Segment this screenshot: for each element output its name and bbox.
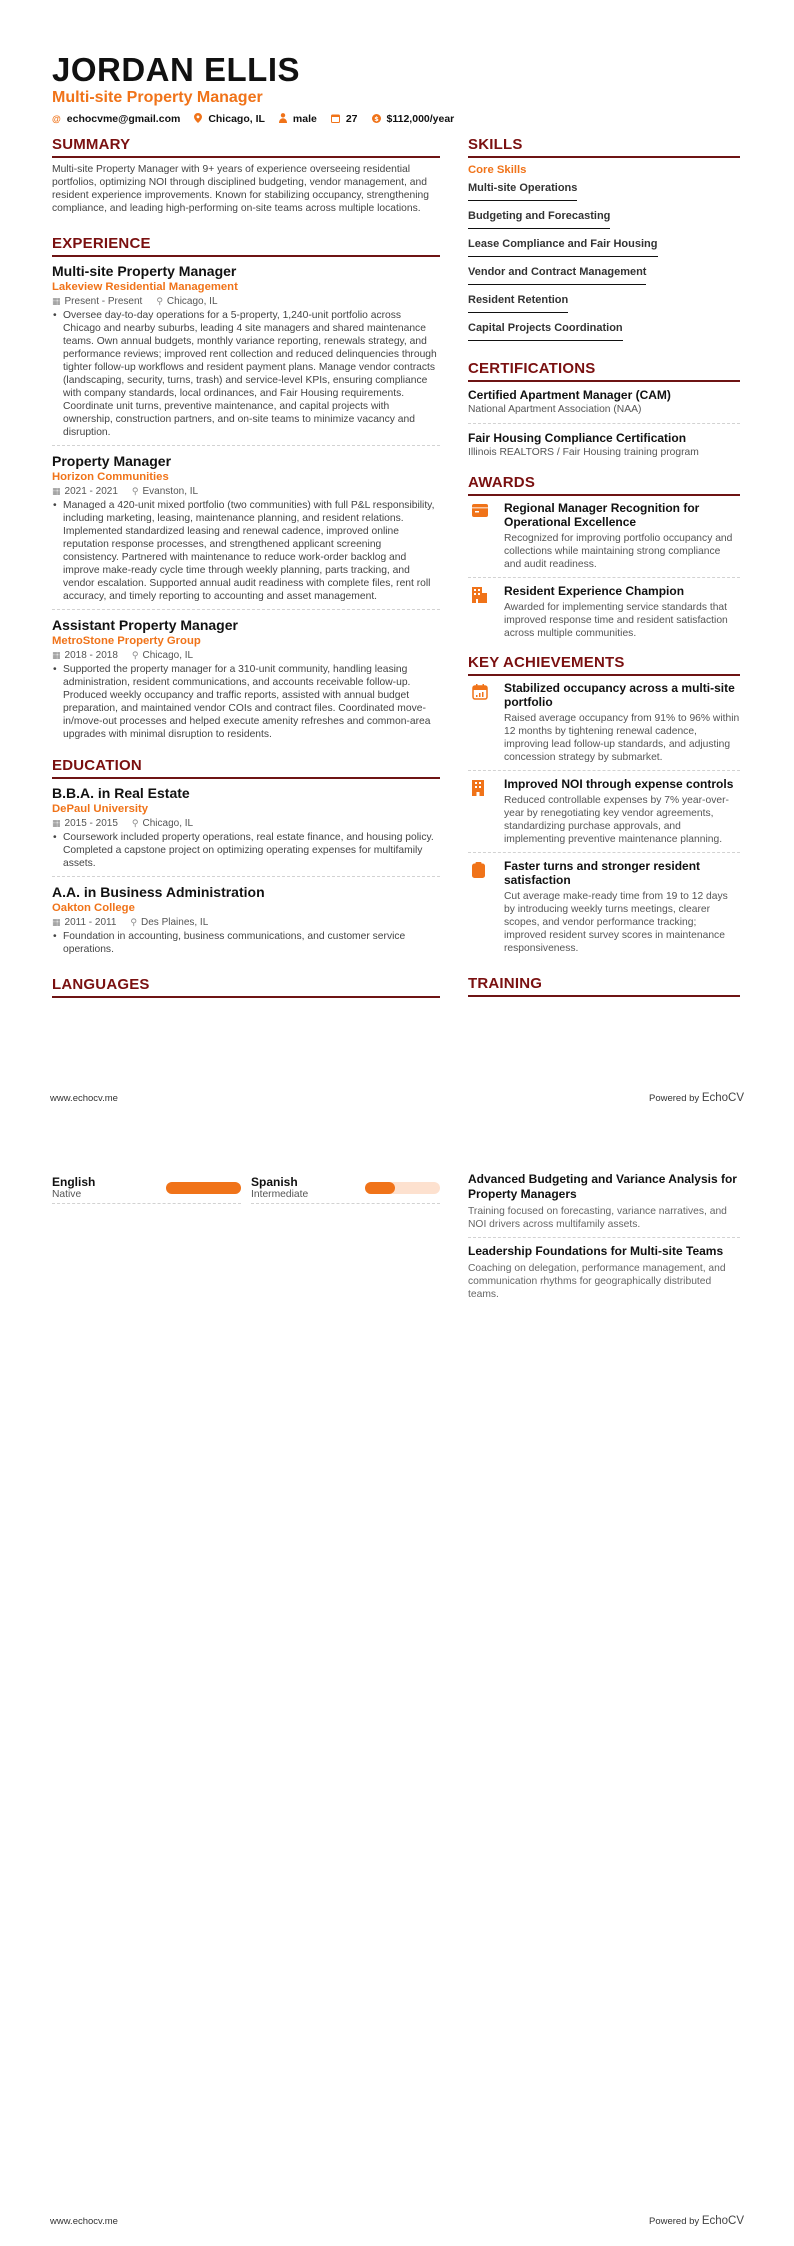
at-icon: @ bbox=[52, 114, 61, 124]
job-dates: 2018 - 2018 bbox=[64, 650, 118, 661]
page-footer bbox=[50, 1092, 744, 1104]
training-entry bbox=[468, 1244, 740, 1307]
job-title: Multi-site Property Manager bbox=[52, 263, 237, 279]
language-name: English bbox=[52, 1175, 96, 1189]
calendar-icon: ▦ bbox=[52, 486, 61, 496]
building-icon bbox=[468, 584, 504, 640]
candidate-name: JORDAN ELLIS bbox=[52, 51, 301, 88]
certifications-heading: CERTIFICATIONS bbox=[468, 360, 740, 382]
certification-title: Certified Apartment Manager (CAM) bbox=[468, 388, 671, 402]
bullet-text: Managed a 420-unit mixed portfolio (two communities) with full P&L responsibility, including marketing, leasing, maintenance planning, and resident relations. Implemented standardized leasing and renewal cadence, improved online reputation response processes, and strengthened applicant screening consistency. Partnered with maintenance to reduce work-order backlog and improve make-ready cycle time through weekly planning, parts tracking, and vendor escalation. Supported annual audit readiness with complete files, rent roll accuracy, and timely reporting to accounting and asset management. bbox=[63, 500, 435, 602]
achievements-section bbox=[468, 654, 740, 961]
brand-name: EchoCV bbox=[701, 2215, 744, 2227]
skills-heading: SKILLS bbox=[468, 136, 740, 158]
experience-section bbox=[52, 235, 440, 747]
achievement-description: Reduced controllable expenses by 7% year-over-year by renegotiating key vendor agreements, standardizing purchase approvals, and implementing preventive maintenance planning. bbox=[504, 795, 729, 845]
building-icon bbox=[468, 777, 504, 846]
language-level: Intermediate bbox=[251, 1189, 309, 1200]
degree-title: B.B.A. in Real Estate bbox=[52, 785, 190, 801]
proficiency-fill bbox=[166, 1182, 241, 1194]
footer-powered-by bbox=[649, 2215, 744, 2227]
footer-website-link[interactable]: www.echocv.me bbox=[50, 1093, 118, 1104]
page-footer bbox=[50, 2215, 744, 2227]
location-pin-icon: ⚲ bbox=[131, 650, 139, 660]
bullet-text: Supported the property manager for a 310-unit community, handling leasing administration, resident communications, and accounts receivable follow-up. Produced weekly occupancy and traffic reports, assisted with annual budget preparation, and maintained vendor COIs and contract files. Coordinated move-in/move-out processes and helped execute amenity refreshes and common-area upgrades with minimal disruption to residents. bbox=[63, 664, 431, 740]
footer-powered-by bbox=[649, 1092, 744, 1104]
language-level: Native bbox=[52, 1189, 82, 1200]
summary-heading: SUMMARY bbox=[52, 136, 440, 158]
training-heading: TRAINING bbox=[468, 975, 740, 997]
achievement-title: Faster turns and stronger resident satisfaction bbox=[504, 859, 701, 887]
training-section bbox=[468, 975, 740, 997]
language-item bbox=[52, 1175, 241, 1204]
achievement-entry bbox=[468, 859, 740, 961]
certification-entry bbox=[468, 430, 740, 466]
training-title: Leadership Foundations for Multi-site Teams bbox=[468, 1244, 724, 1258]
achievement-entry bbox=[468, 681, 740, 771]
job-meta bbox=[52, 649, 440, 662]
achievements-heading: KEY ACHIEVEMENTS bbox=[468, 654, 740, 676]
school-name: Oakton College bbox=[52, 902, 135, 914]
skill-category: Core Skills bbox=[468, 164, 527, 176]
contact-salary bbox=[372, 113, 455, 125]
education-bullet: • Coursework included property operations, real estate finance, and housing policy. Completed a capstone project on optimizing operating expenses for multifamily assets. bbox=[52, 831, 440, 870]
company-name: Lakeview Residential Management bbox=[52, 281, 238, 293]
award-entry bbox=[468, 501, 740, 578]
language-name: Spanish bbox=[251, 1175, 298, 1189]
contact-location bbox=[194, 113, 265, 125]
resume-page-2 bbox=[0, 1123, 794, 2246]
right-column bbox=[468, 136, 740, 1002]
job-bullet: • Supported the property manager for a 310-unit community, handling leasing administration, resident communications, and accounts receivable follow-up. Produced weekly occupancy and traffic reports, assisted with annual budget preparation, and maintained vendor COIs and contract files. Coordinated move-in/move-out processes and helped execute amenity refreshes and common-area upgrades with minimal disruption to residents. bbox=[52, 663, 440, 741]
education-meta bbox=[52, 916, 440, 929]
language-proficiency-bar bbox=[365, 1182, 440, 1194]
skill-item: Vendor and Contract Management bbox=[468, 265, 646, 285]
experience-entry bbox=[52, 452, 440, 610]
age-text: 27 bbox=[345, 113, 358, 125]
left-column bbox=[52, 136, 440, 1003]
calendar-icon: ▦ bbox=[52, 917, 61, 927]
bullet-text: Coursework included property operations, real estate finance, and housing policy. Completed a capstone project on optimizing operating expenses for multifamily assets. bbox=[63, 832, 434, 869]
location-text: Chicago, IL bbox=[208, 113, 265, 125]
left-column-continued bbox=[52, 1175, 440, 1204]
certification-issuer: Illinois REALTORS / Fair Housing training program bbox=[468, 447, 699, 458]
languages-section bbox=[52, 976, 440, 998]
job-meta bbox=[52, 295, 440, 308]
education-heading: EDUCATION bbox=[52, 757, 440, 779]
achievement-description: Raised average occupancy from 91% to 96% within 12 months by tightening renewal cadence, improving lead follow-up standards, and adjusting concession strategy by submarket. bbox=[504, 713, 740, 763]
achievement-description: Cut average make-ready time from 19 to 12 days by introducing weekly turns meetings, clearer scopes, and vendor performance tracking; improved resident survey scores in maintenance responsiveness. bbox=[504, 891, 728, 954]
training-title: Advanced Budgeting and Variance Analysis for Property Managers bbox=[468, 1172, 737, 1201]
proficiency-fill bbox=[365, 1182, 395, 1194]
education-entry bbox=[52, 784, 440, 877]
languages-heading: LANGUAGES bbox=[52, 976, 440, 998]
skill-item: Multi-site Operations bbox=[468, 181, 577, 201]
candidate-title: Multi-site Property Manager bbox=[52, 89, 263, 106]
awards-section bbox=[468, 474, 740, 646]
location-pin-icon: ⚲ bbox=[130, 917, 138, 927]
award-entry bbox=[468, 584, 740, 646]
awards-heading: AWARDS bbox=[468, 474, 740, 496]
location-pin-icon bbox=[194, 113, 202, 125]
language-item bbox=[251, 1175, 440, 1204]
location-pin-icon: ⚲ bbox=[131, 818, 139, 828]
skill-item: Lease Compliance and Fair Housing bbox=[468, 237, 658, 257]
gender-text: male bbox=[292, 113, 317, 125]
person-icon bbox=[279, 113, 287, 125]
degree-title: A.A. in Business Administration bbox=[52, 884, 265, 900]
experience-entry bbox=[52, 616, 440, 747]
brand-name: EchoCV bbox=[701, 1092, 744, 1104]
skill-item: Resident Retention bbox=[468, 293, 568, 313]
contact-email[interactable] bbox=[52, 113, 180, 125]
experience-entry bbox=[52, 262, 440, 446]
award-description: Recognized for improving portfolio occupancy and collections while maintaining strong compliance and audit readiness. bbox=[504, 533, 733, 570]
school-name: DePaul University bbox=[52, 803, 149, 815]
language-proficiency-bar bbox=[166, 1182, 241, 1194]
company-name: MetroStone Property Group bbox=[52, 635, 201, 647]
skills-section bbox=[468, 136, 740, 346]
education-location: Chicago, IL bbox=[142, 818, 194, 829]
dollar-circle-icon bbox=[372, 114, 381, 125]
calendar-chart-icon bbox=[468, 681, 504, 764]
job-bullet: • Managed a 420-unit mixed portfolio (two communities) with full P&L responsibility, including marketing, leasing, maintenance planning, and resident relations. Implemented standardized leasing and renewal cadence, improved online reputation response processes, and strengthened applicant screening consistency. Partnered with maintenance to reduce work-order backlog and improve make-ready cycle time through weekly planning, parts tracking, and vendor escalation. Supported annual audit readiness with complete files, rent roll accuracy, and timely reporting to accounting and asset management. bbox=[52, 499, 440, 603]
clipboard-icon bbox=[468, 859, 504, 955]
company-name: Horizon Communities bbox=[52, 471, 169, 483]
achievement-title: Improved NOI through expense controls bbox=[504, 777, 734, 791]
job-location: Evanston, IL bbox=[142, 486, 199, 497]
education-dates: 2011 - 2011 bbox=[64, 917, 117, 928]
education-dates: 2015 - 2015 bbox=[64, 818, 118, 829]
calendar-icon: ▦ bbox=[52, 296, 61, 306]
skill-item: Budgeting and Forecasting bbox=[468, 209, 610, 229]
skill-item: Capital Projects Coordination bbox=[468, 321, 623, 341]
footer-website-link[interactable]: www.echocv.me bbox=[50, 2216, 118, 2227]
bullet-text: Foundation in accounting, business communications, and customer service operations. bbox=[63, 931, 406, 955]
achievement-title: Stabilized occupancy across a multi-site portfolio bbox=[504, 681, 735, 709]
experience-heading: EXPERIENCE bbox=[52, 235, 440, 257]
calendar-icon: ▦ bbox=[52, 650, 61, 660]
education-meta bbox=[52, 817, 440, 830]
contact-gender bbox=[279, 113, 317, 125]
award-title: Regional Manager Recognition for Operational Excellence bbox=[504, 501, 700, 529]
location-pin-icon: ⚲ bbox=[131, 486, 139, 496]
achievement-entry bbox=[468, 777, 740, 853]
education-location: Des Plaines, IL bbox=[141, 917, 209, 928]
calendar-icon: ▦ bbox=[52, 818, 61, 828]
job-location: Chicago, IL bbox=[142, 650, 194, 661]
contact-age bbox=[331, 113, 358, 125]
job-dates: 2021 - 2021 bbox=[64, 486, 118, 497]
certification-issuer: National Apartment Association (NAA) bbox=[468, 404, 642, 415]
calendar-icon bbox=[331, 114, 340, 125]
location-pin-icon: ⚲ bbox=[156, 296, 163, 306]
bullet-text: Oversee day-to-day operations for a 5-property, 1,240-unit portfolio across Chicago and nearby suburbs, leading 4 site managers and shared maintenance teams. Own annual budgets, monthly variance reporting, renewals strategy, and performance reviews; improved rent collection and reduced delinquencies through tighter follow-up workflows and resident payment plans. Manage vendor contracts (landscaping, security, turns, trash) and service-level KPIs, ensuring compliance with company standards, local ordinances, and Fair Housing requirements. Coordinate unit turns, preventive maintenance, and capital projects with ownership, construction partners, and on-site teams to minimize vacancy and disruption. bbox=[63, 310, 437, 438]
job-meta bbox=[52, 485, 440, 498]
contact-row bbox=[52, 113, 742, 125]
award-description: Awarded for implementing service standards that improved response time and resident satisfaction across multiple communities. bbox=[504, 602, 728, 639]
summary-text: Multi-site Property Manager with 9+ years of experience overseeing residential portfolios, optimizing NOI through disciplined budgeting, vendor management, and resident experience improvements. Known for stabilizing occupancy, strengthening compliance, and leading high-performing on-site teams across multiple locations. bbox=[52, 164, 429, 214]
resume-header bbox=[52, 52, 742, 125]
salary-text: $112,000/year bbox=[386, 113, 455, 125]
job-title: Assistant Property Manager bbox=[52, 617, 238, 633]
powered-by-label: Powered by bbox=[649, 2216, 700, 2227]
job-location: Chicago, IL bbox=[166, 296, 218, 307]
education-section bbox=[52, 757, 440, 962]
training-description: Training focused on forecasting, variance narratives, and NOI drivers across multifamily assets. bbox=[468, 1206, 727, 1230]
award-title: Resident Experience Champion bbox=[504, 584, 685, 598]
certifications-section bbox=[468, 360, 740, 466]
training-entry bbox=[468, 1172, 740, 1238]
job-bullet: • Oversee day-to-day operations for a 5-property, 1,240-unit portfolio across Chicago and nearby suburbs, leading 4 site managers and shared maintenance teams. Own annual budgets, monthly variance reporting, renewals strategy, and performance reviews; improved rent collection and reduced delinquencies through tighter follow-up workflows and resident payment plans. Manage vendor contracts (landscaping, security, turns, trash) and service-level KPIs, ensuring compliance with company standards, local ordinances, and Fair Housing requirements. Coordinate unit turns, preventive maintenance, and capital projects with ownership, construction partners, and on-site teams to minimize vacancy and disruption. bbox=[52, 309, 440, 439]
education-entry bbox=[52, 883, 440, 962]
languages-list bbox=[52, 1175, 440, 1204]
email-text: echocvme@gmail.com bbox=[66, 113, 181, 125]
certification-title: Fair Housing Compliance Certification bbox=[468, 431, 687, 445]
education-bullet: • Foundation in accounting, business communications, and customer service operations. bbox=[52, 930, 440, 956]
training-description: Coaching on delegation, performance management, and communication rhythms for geographically distributed teams. bbox=[468, 1263, 726, 1300]
svg-text:$: $ bbox=[373, 114, 379, 123]
powered-by-label: Powered by bbox=[649, 1093, 700, 1104]
card-icon bbox=[468, 501, 504, 571]
summary-section bbox=[52, 136, 440, 215]
job-title: Property Manager bbox=[52, 453, 172, 469]
job-dates: Present - Present bbox=[64, 296, 143, 307]
right-column-continued bbox=[468, 1172, 740, 1313]
certification-entry bbox=[468, 387, 740, 424]
